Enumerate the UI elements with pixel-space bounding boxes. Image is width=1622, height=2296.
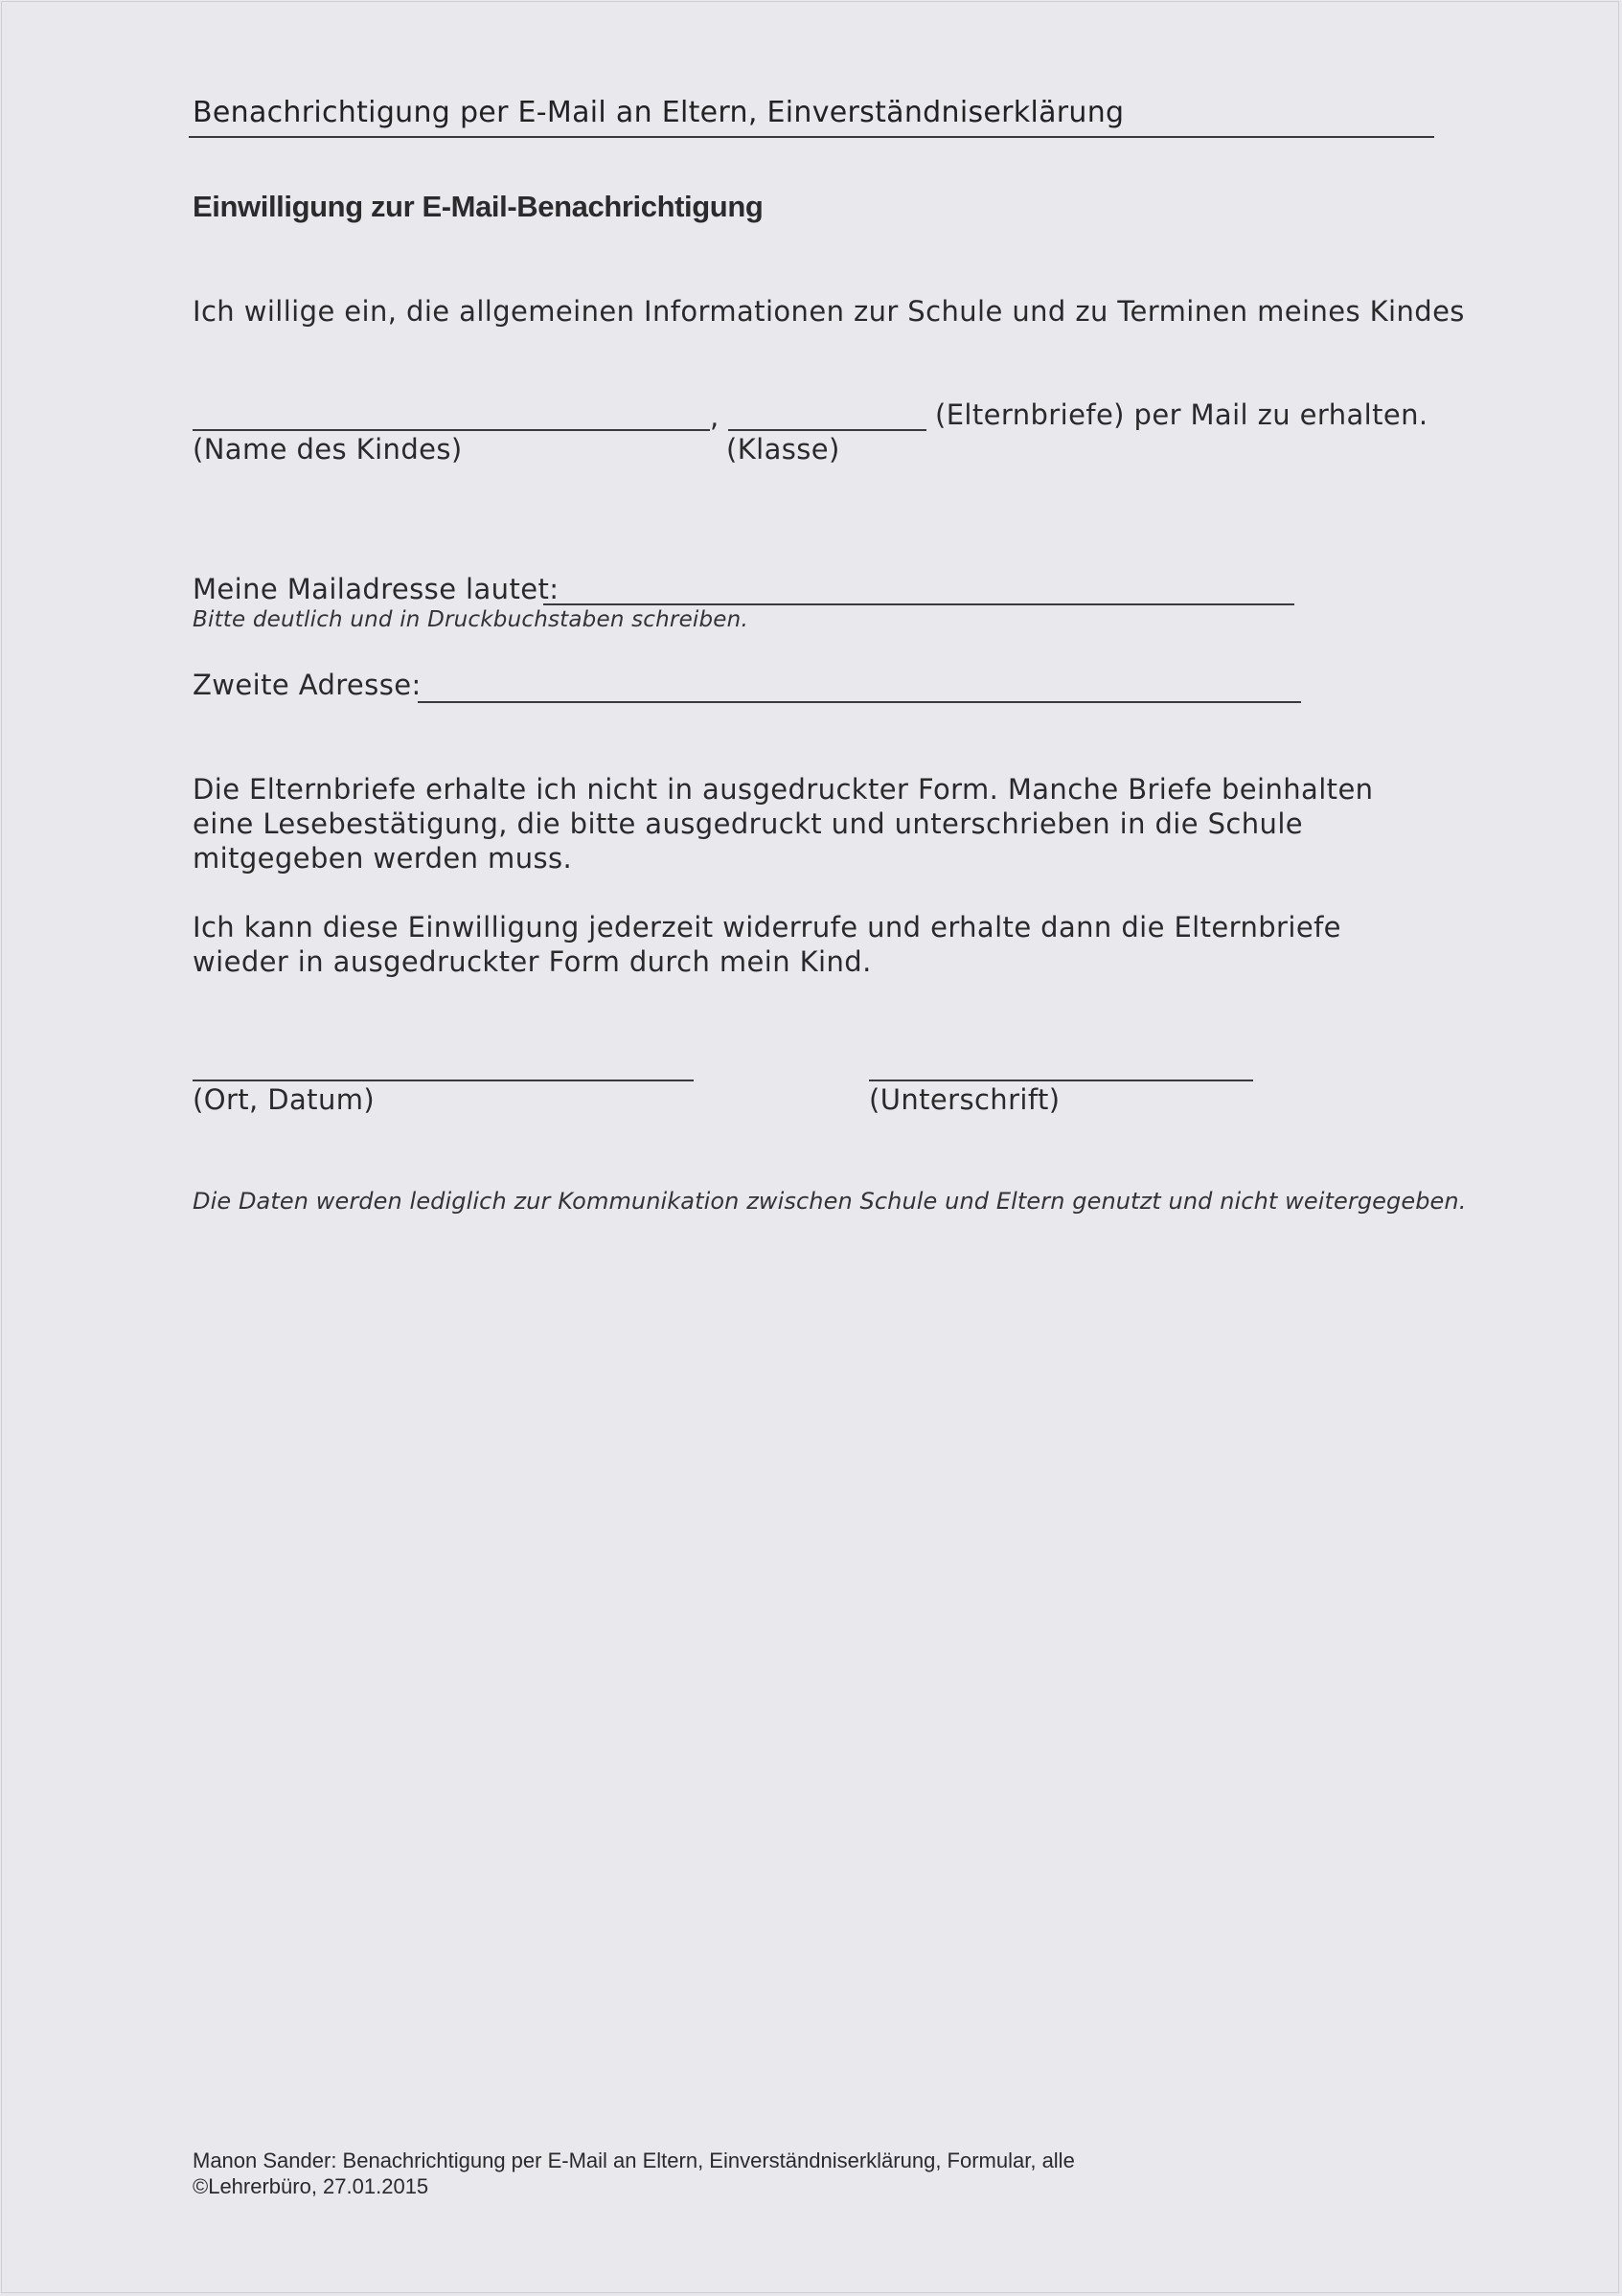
footer-copyright-line: ©Lehrerbüro, 27.01.2015 [193,2174,429,2198]
header-divider [189,136,1434,138]
page-border [1,1,1619,2293]
signature-field-line[interactable] [869,1080,1253,1081]
child-name-label: (Name des Kindes) [193,433,463,466]
class-field-line[interactable] [728,429,926,431]
paragraph-no-printed-letters: Die Elternbriefe erhalte ich nicht in ausgedruckter Form. Manche Briefe beinhalten eine Lesebestätigung, die bitte ausgedruckt und unterschrieben in die Schule mitgegeben werden muss. [193,773,1374,875]
privacy-note: Die Daten werden lediglich zur Kommunikation zwischen Schule und Eltern genutzt und nicht weitergegeben. [193,1188,1467,1215]
second-email-label: Zweite Adresse: [193,669,422,701]
consent-intro-text: Ich willige ein, die allgemeinen Informationen zur Schule und zu Terminen meines Kindes [193,295,1465,328]
email-hint: Bitte deutlich und in Druckbuchstaben schreiben. [193,607,748,632]
child-name-field-line[interactable] [193,429,710,431]
email-label: Meine Mailadresse lautet: [193,573,560,605]
place-date-label: (Ort, Datum) [193,1083,376,1116]
class-label: (Klasse) [726,433,840,466]
paragraph-revocation: Ich kann diese Einwilligung jederzeit widerrufe und erhalte dann die Elternbriefe wieder in ausgedruckter Form durch mein Kind. [193,911,1341,978]
footer-source-line: Manon Sander: Benachrichtigung per E-Mail an Eltern, Einverständniserklärung, Formular, alle [193,2148,1075,2172]
email-field-line[interactable] [543,603,1294,605]
signature-label: (Unterschrift) [869,1083,1061,1116]
second-email-field-line[interactable] [418,701,1301,703]
document-header-title: Benachrichtigung per E-Mail an Eltern, Einverständniserklärung [193,96,1125,129]
place-date-field-line[interactable] [193,1080,694,1081]
form-heading: Einwilligung zur E-Mail-Benachrichtigung [193,190,764,223]
consent-suffix-text: (Elternbriefe) per Mail zu erhalten. [935,398,1428,431]
field-separator-comma: , [710,400,720,433]
